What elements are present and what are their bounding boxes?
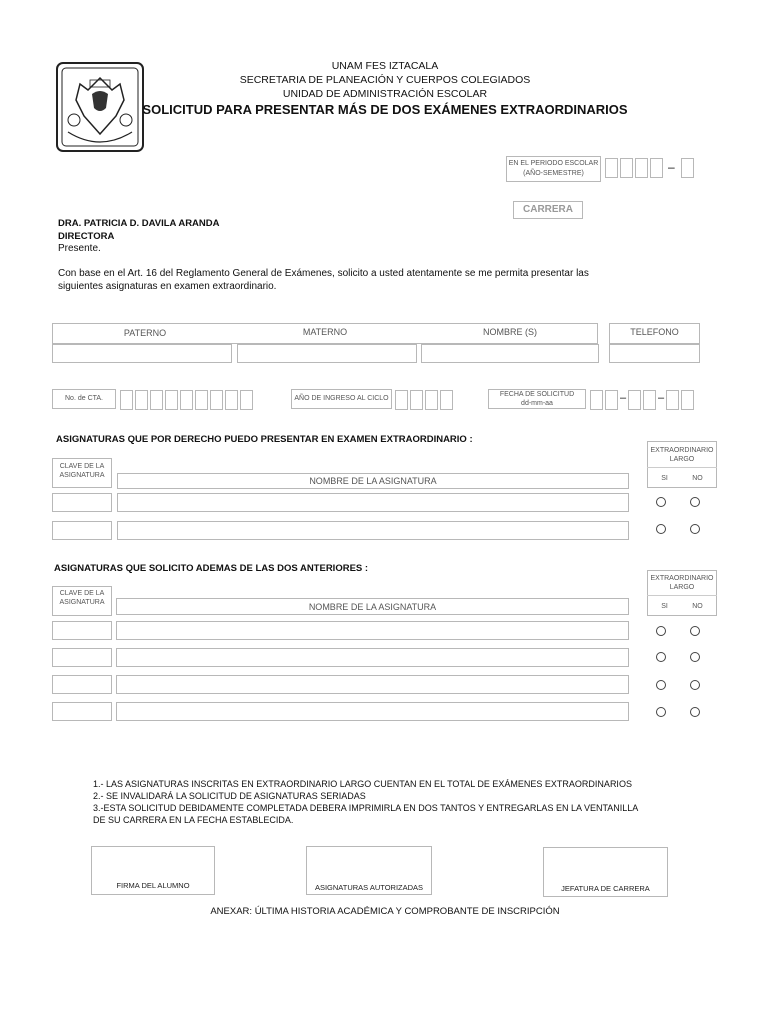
cuenta-digit-1[interactable] (120, 390, 133, 410)
section1-no-label: NO (692, 475, 703, 482)
section2-clave-input-1[interactable] (52, 621, 112, 640)
section2-extra-line-2: LARGO (669, 584, 695, 591)
section2-extra-divider (647, 595, 717, 596)
section2-nombre-input-2[interactable] (116, 648, 629, 667)
form-title: SOLICITUD PARA PRESENTAR MÁS DE DOS EXÁMENES EXTRAORDINARIOS (142, 102, 628, 117)
section1-clave-input-2[interactable] (52, 521, 112, 540)
telefono-input[interactable] (609, 344, 700, 363)
section2-row4-no-radio[interactable] (690, 707, 700, 717)
period-label-line-2: (AÑO-SEMESTRE) (523, 170, 584, 177)
section2-clave-input-4[interactable] (52, 702, 112, 721)
section1-clave-line-1: CLAVE DE LA (59, 463, 105, 470)
cuenta-digit-9[interactable] (240, 390, 253, 410)
section2-row1-si-radio[interactable] (656, 626, 666, 636)
period-digit-3[interactable] (635, 158, 648, 178)
period-separator: – (668, 160, 675, 174)
cuenta-digit-6[interactable] (195, 390, 208, 410)
section1-nombre-input-1[interactable] (117, 493, 629, 512)
ingreso-digit-2[interactable] (410, 390, 423, 410)
section2-si-label: SI (661, 603, 668, 610)
section2-nombre-input-1[interactable] (116, 621, 629, 640)
section1-extra-line-1: EXTRAORDINARIO (650, 447, 714, 454)
section1-extra-divider (647, 467, 717, 468)
period-digit-4[interactable] (650, 158, 663, 178)
intro-paragraph: Con base en el Art. 16 del Reglamento General de Exámenes, solicito a usted atentamente se me permita presentar las siguientes asignaturas en examen extraordinario. (58, 268, 589, 292)
section2-row4-si-radio[interactable] (656, 707, 666, 717)
cuenta-digit-2[interactable] (135, 390, 148, 410)
materno-input[interactable] (237, 344, 417, 363)
section1-nombre-label: NOMBRE DE LA ASIGNATURA (309, 476, 437, 486)
section1-row2-si-radio[interactable] (656, 524, 666, 534)
period-digit-1[interactable] (605, 158, 618, 178)
header-line-2: SECRETARIA DE PLANEACIÓN Y CUERPOS COLEGIADOS (239, 74, 531, 86)
section2-nombre-input-4[interactable] (116, 702, 629, 721)
recipient-name: DRA. PATRICIA D. DAVILA ARANDA (58, 218, 220, 229)
section1-title: ASIGNATURAS QUE POR DERECHO PUEDO PRESENTAR EN EXAMEN EXTRAORDINARIO : (56, 434, 473, 445)
fecha-year-1[interactable] (666, 390, 679, 410)
section1-clave-line-2: ASIGNATURA (59, 472, 105, 479)
period-digit-2[interactable] (620, 158, 633, 178)
cuenta-label: No. de CTA. (65, 395, 103, 402)
period-semester[interactable] (681, 158, 694, 178)
ingreso-digit-3[interactable] (425, 390, 438, 410)
fecha-month-1[interactable] (628, 390, 641, 410)
materno-label: MATERNO (302, 327, 348, 337)
section2-clave-input-3[interactable] (52, 675, 112, 694)
recipient-position: DIRECTORA (58, 231, 115, 242)
cuenta-digit-8[interactable] (225, 390, 238, 410)
section2-title: ASIGNATURAS QUE SOLICITO ADEMAS DE LAS DOS ANTERIORES : (54, 563, 369, 574)
paterno-input[interactable] (52, 344, 232, 363)
period-label-line-1: EN EL PERIODO ESCOLAR (508, 160, 599, 167)
section1-row1-si-radio[interactable] (656, 497, 666, 507)
carrera-label: CARRERA (523, 204, 573, 215)
section2-row3-no-radio[interactable] (690, 680, 700, 690)
firma-alumno-label: FIRMA DEL ALUMNO (116, 881, 190, 890)
fecha-year-2[interactable] (681, 390, 694, 410)
note-1: 1.- LAS ASIGNATURAS INSCRITAS EN EXTRAORDINARIO LARGO CUENTAN EN EL TOTAL DE EXÁMENES EXTRAORDINARIOS (93, 779, 632, 789)
section2-nombre-label: NOMBRE DE LA ASIGNATURA (308, 602, 437, 612)
section2-clave-line-2: ASIGNATURA (59, 599, 105, 606)
note-2: 2.- SE INVALIDARÁ LA SOLICITUD DE ASIGNATURAS SERIADAS (93, 791, 366, 801)
fecha-dash-1: – (620, 392, 627, 404)
note-3-line-1: 3.-ESTA SOLICITUD DEBIDAMENTE COMPLETADA DEBERA IMPRIMIRLA EN DOS TANTOS Y ENTREGARLAS EN LA VENTANILLA (93, 803, 639, 813)
section1-si-label: SI (661, 475, 668, 482)
cuenta-digit-3[interactable] (150, 390, 163, 410)
section2-nombre-input-3[interactable] (116, 675, 629, 694)
fecha-day-1[interactable] (590, 390, 603, 410)
fecha-label-line-2: dd-mm-aa (521, 400, 553, 407)
section2-extra-line-1: EXTRAORDINARIO (650, 575, 714, 582)
fecha-month-2[interactable] (643, 390, 656, 410)
section2-row1-no-radio[interactable] (690, 626, 700, 636)
cuenta-digit-4[interactable] (165, 390, 178, 410)
section2-row2-si-radio[interactable] (656, 652, 666, 662)
section2-row3-si-radio[interactable] (656, 680, 666, 690)
fecha-day-2[interactable] (605, 390, 618, 410)
fecha-label-line-1: FECHA DE SOLICITUD (499, 391, 575, 398)
section1-row1-no-radio[interactable] (690, 497, 700, 507)
section1-extra-line-2: LARGO (669, 456, 695, 463)
telefono-label: TELEFONO (630, 327, 679, 337)
nombre-input[interactable] (421, 344, 599, 363)
section2-row2-no-radio[interactable] (690, 652, 700, 662)
paterno-label: PATERNO (123, 328, 167, 338)
section2-no-label: NO (692, 603, 703, 610)
section1-clave-input-1[interactable] (52, 493, 112, 512)
section2-clave-line-1: CLAVE DE LA (59, 590, 105, 597)
ingreso-label: AÑO DE INGRESO AL CICLO (294, 395, 389, 402)
asignaturas-autorizadas-label: ASIGNATURAS AUTORIZADAS (314, 883, 424, 892)
footer-note: ANEXAR: ÚLTIMA HISTORIA ACADÉMICA Y COMPROBANTE DE INSCRIPCIÓN (210, 906, 560, 917)
section2-clave-input-2[interactable] (52, 648, 112, 667)
jefatura-carrera-label: JEFATURA DE CARRERA (561, 884, 650, 893)
note-3-line-2: DE SU CARRERA EN LA FECHA ESTABLECIDA. (93, 815, 294, 825)
section1-row2-no-radio[interactable] (690, 524, 700, 534)
ingreso-digit-1[interactable] (395, 390, 408, 410)
section1-nombre-input-2[interactable] (117, 521, 629, 540)
cuenta-digit-7[interactable] (210, 390, 223, 410)
ingreso-digit-4[interactable] (440, 390, 453, 410)
nombre-label: NOMBRE (S) (483, 327, 537, 337)
header-line-1: UNAM FES IZTACALA (331, 60, 439, 72)
recipient-greeting: Presente. (58, 243, 101, 254)
cuenta-digit-5[interactable] (180, 390, 193, 410)
header-line-3: UNIDAD DE ADMINISTRACIÓN ESCOLAR (282, 88, 488, 100)
fecha-dash-2: – (658, 392, 665, 404)
